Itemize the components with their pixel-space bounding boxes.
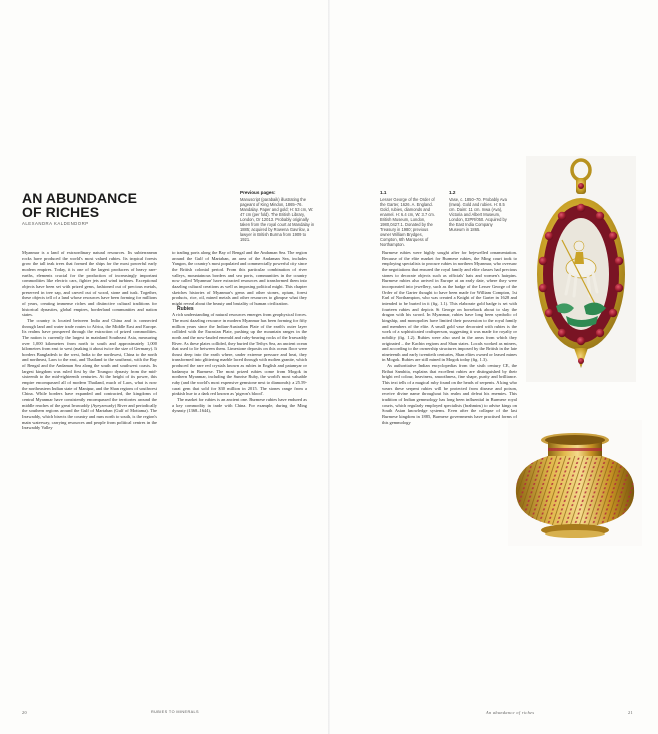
caption-previous-pages bbox=[240, 190, 316, 242]
paragraph: The market for rubies is an ancient one. Burmese rubies have endured as a key commodity in trade with China. For example, during the Ming dynasty (1368–1644), bbox=[172, 397, 307, 414]
running-head-right: An abundance of riches bbox=[486, 710, 535, 715]
paragraph: The country is located between India and China and is connected through land and water trade routes to Africa, the Middle East and Europe. Its realms have prospered through the extraction of prized commodities. The nation is currently the largest in mainland Southeast Asia, measuring over 1,000 kilometres from north to south and approximately 1,000 kilometres from east to west (making it about twice the size of Germany). It borders Bangladesh to the west, India to the northwest, China to the north and northeast, Laos to the east, and Thailand to the southeast, with the Bay of Bengal and the Andaman Sea along the south and southwest coasts. Its largest kingdom was ruled first by the Toungoo dynasty from the mid-sixteenth to the mid-eighteenth centuries. At the height of its power, this empire encompassed all of modern Thailand, much of Laos, what is now the northeastern Indian state of Manipur, and the Shan regions of southwest China. While borders have expanded and contracted, the kingdoms of central Myanmar have consistently encompassed the territories around the middle reaches of the great Irrawaddy (Ayeyarwady) River and periodically the southern regions around the Gulf of Martaban (Gulf of Mottama). The Irrawaddy, which bisects the country and runs north to south, is the region's main waterway, carrying resources and people from political centres in the Irrawaddy Valley bbox=[22, 317, 157, 431]
vase-illustration bbox=[508, 420, 642, 546]
caption-heading: Previous pages: bbox=[240, 190, 276, 195]
page-number-right: 21 bbox=[628, 710, 633, 715]
caption-fig-1-1 bbox=[380, 190, 438, 247]
caption-text: Manuscript (parabaik) illustrating the pageant of King Mindon, 1865–76. Mandalay. Paper and gold; H: 53 cm, W: 47 cm (per fold). The British Library, London, Or 12013. Probably originally taken from the royal court at Mandalay in 1885; acquired by Rowena Gavrilov, a lawyer in British Burma from 1909 to 1921. bbox=[240, 197, 315, 242]
body-column-3 bbox=[382, 250, 517, 425]
paragraph: A rich understanding of natural resources emerges from geophysical forces. The most dazzling resource in modern Myanmar has been forming for fifty million years since the Indian-Australian Plate of the earth's outer layer collided with the Eurasian Plate, pushing up the mountain ranges in the north and the now-lauded emerald and ruby-bearing rocks of the Irrawaddy River. As these plates collided, they buried the Tethys Sea, an ancient ocean that used to lie between them. Limestone deposits on this ocean floor were thrust deep into the earth where, under extreme pressure and heat, they transformed into glittering marble laced through with molten granite, which produced the rare red crystals known as rubies in English and patamyar or badamya in Burmese. The most prized rubies come from Mogok in northern Myanmar, including the Sunrise Ruby, the world's most valuable ruby (and the world's most expensive gemstone next to diamonds): a 25.59-carat gem that sold for $30 million in 2015. The stones range from a pinkish hue to a dark red known as 'pigeon's blood'. bbox=[172, 312, 307, 397]
lesser-george-pendant-photo bbox=[526, 156, 636, 382]
paragraph: Myanmar is a land of extraordinary natural resources. Its subterranean rocks have produced the world's most valued rubies. Its tropical forests grow the tall teak trees that formed the ships for the most powerful early modern empires. Today, it is one of the largest producers of heavy rare-earths, elements crucial for the production of increasingly important commodities like electric cars, fighter jets and wind turbines. Exceptional objects have been set with prized gems, fashioned out of precious metals, preserved in tree sap, and carved out of wood, stone and tusk. Together, these objects tell of a land whose resources have been forming for millions of years, creating immense riches and distinctive cultural traditions for historical dynasties, global empires, borderland communities and nation states. bbox=[22, 250, 157, 318]
body-column-1 bbox=[22, 250, 157, 431]
chapter-title-line-1: AN ABUNDANCE bbox=[22, 190, 138, 206]
caption-text: Lesser George of the Order of the Garter, 1626. A. England. Gold, rubies, diamonds and enamel. H: 6.4 cm, W: 3.7 cm. British Museum, London, 1980,0427.1. Donated by the Treasury in 1980; previous owner William Brydges, Compton, 6th Marquess of Northampton. bbox=[380, 197, 435, 247]
chapter-title-line-2: OF RICHES bbox=[22, 204, 100, 220]
page-number-left: 20 bbox=[22, 710, 27, 715]
running-head-left: RUBIES TO MINERALS bbox=[151, 710, 199, 714]
paragraph: to trading ports along the Bay of Bengal and the Andaman Sea. The region around the Gulf of Martaban, an area of the Andaman Sea, includes Yangon, the country's most populated and commercially powerful city since the British colonial period. From this particular combination of river valleys, mountainous borders and sea ports, communities in the country now called 'Myanmar' have extracted resources and transformed them into dazzling cultural creations as well as imposing political might. This chapter sketches histories of Myanmar's gems and other stones, opium, forest products, rice, oil, mined metals and other resources to glimpse what they might reveal about the beauty and brutality of human civilization. bbox=[172, 250, 307, 306]
ruby-vase-photo bbox=[508, 420, 642, 546]
caption-text: Vase, c. 1850–70. Probably Ava (Inwa). Gold and rubies. H: 8.5 cm. Daim: 11 cm. Inwa (Ava), Victoria and Albert Museum, London, 02PR/050. Acquired by the East India Company Museum in 1865. bbox=[449, 197, 507, 232]
caption-heading: 1.1 bbox=[380, 190, 387, 195]
caption-fig-1-2 bbox=[449, 190, 507, 232]
paragraph: Burmese rubies were highly sought after for bejewelled ornamentation. Because of the elite market for Burmese rubies, the Ming court took to employing specialists to procure rubies in northern Myanmar, who oversaw the negotiations that ensured the royal family and elite classes had precious stones to decorate objects such as officials' hats and women's hairpins. Burmese rubies also arrived in Europe at an early date, where they were incorporated into jewellery, such as the badge of the Lesser George of the Order of the Garter thought to have been made for William Compton, 1st Earl of Northampton, who was created a Knight of the Garter in 1628 and intended to be buried in it (fig. 1.1). This elaborate gold badge is set with fourteen rubies and depicts St George on horseback about to slay the dragon with his sword. In Myanmar, rubies have long been symbolic of kingship, and monopolies have limited their possession to the royal family and members of the elite. A small gold vase decorated with rubies is the work of a sophisticated craftsperson, suggesting it was made for royalty or nobility (fig. 1.2). Rubies were also used in the areas from which they originated – the Kachin regions and Shan states. Locals worked as miners, and according to the ownership structures imposed by the British in the late nineteenth and early twentieth centuries, Shan elites owned or leased mines in Mogok. Rubies are still mined in Mogok today (fig. 1.3). bbox=[382, 250, 517, 363]
paragraph: As authoritative Indian encyclopedias from the sixth century CE, the Brihat Samhita, explains that excellent rubies are distinguished by their bright red colour, heaviness, smoothness, fine shape, purity and brilliance. This text tells of a magical ruby found on the heads of serpents. A king who wears these serpent rubies will be protected from disease and poison, receive divine name throughout his realm and defeat his enemies. This tradition of Indian gemmology has long been influential in Burmese royal courts, which regularly employed specialists (brahmins) to advise kings on South Asian knowledge systems. Even after the collapse of the last Burmese kingdom in 1885, Burmese governments have practised forms of this gemmology bbox=[382, 363, 517, 425]
chapter-title bbox=[22, 191, 137, 219]
book-gutter bbox=[328, 0, 330, 734]
pendant-illustration bbox=[526, 156, 636, 382]
body-column-2 bbox=[172, 250, 307, 414]
caption-heading: 1.2 bbox=[449, 190, 456, 195]
section-subhead: Rubies bbox=[177, 305, 194, 312]
author-name: ALEXANDRA KALDENDORP bbox=[22, 221, 89, 226]
